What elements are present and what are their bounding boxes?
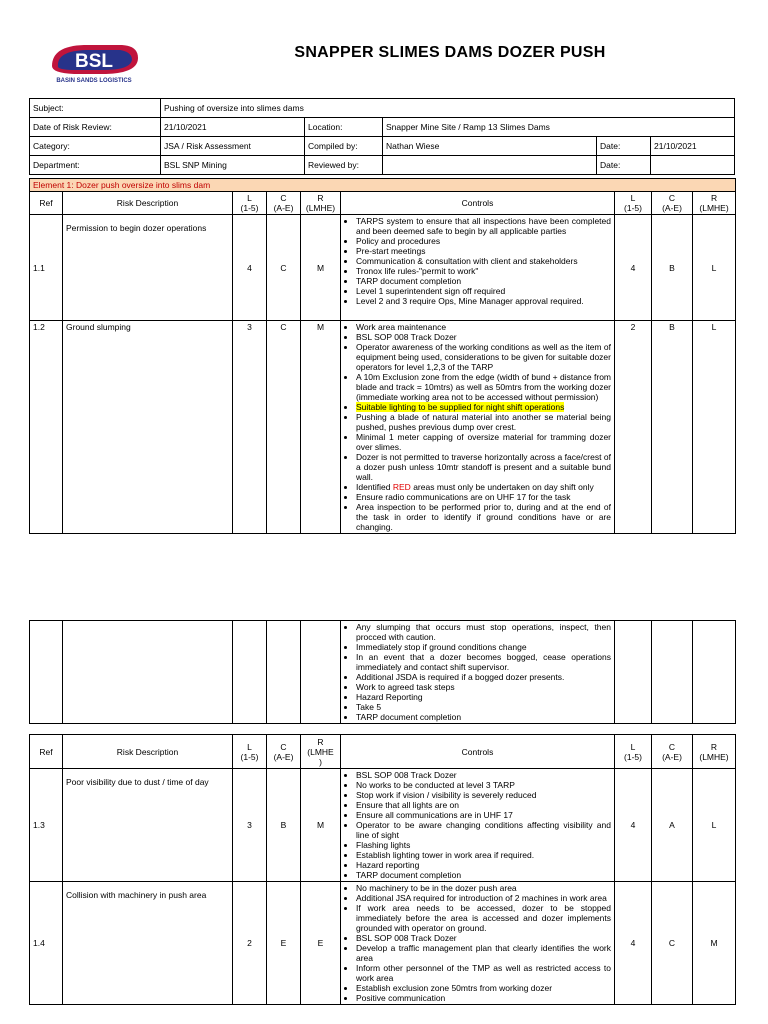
c-cell: B <box>267 769 301 882</box>
risk-header: Risk Description <box>63 735 233 769</box>
subject-value: Pushing of oversize into slimes dams <box>161 99 735 118</box>
c-header: C (A-E) <box>267 735 301 769</box>
control-item: • Communication & consultation with client and stakeholders <box>356 256 611 266</box>
controls-cell <box>341 882 615 1005</box>
meta-row <box>30 99 735 118</box>
r2-header: R (LMHE) <box>693 192 736 215</box>
c2-cell: B <box>652 215 693 321</box>
category-value: JSA / Risk Assessment <box>161 137 305 156</box>
risk-header: Risk Description <box>63 192 233 215</box>
control-item: • BSL SOP 008 Track Dozer <box>356 933 611 943</box>
control-item: • Level 1 superintendent sign off required <box>356 286 611 296</box>
control-item: • TARP document completion <box>356 712 611 722</box>
c2-header: C (A-E) <box>652 192 693 215</box>
date2-value <box>651 156 735 175</box>
l2-header: L (1-5) <box>615 192 652 215</box>
l2-header: L (1-5) <box>615 735 652 769</box>
risk-cell: Collision with machinery in push area <box>63 882 233 1005</box>
control-item: • Take 5 <box>356 702 611 712</box>
control-item: • Work to agreed task steps <box>356 682 611 692</box>
c2-cell: A <box>652 769 693 882</box>
table-row <box>30 215 736 321</box>
control-item: • TARP document completion <box>356 276 611 286</box>
subject-label: Subject: <box>30 99 161 118</box>
risk-cell: Poor visibility due to dust / time of day <box>63 769 233 882</box>
date-review-label: Date of Risk Review: <box>30 118 161 137</box>
control-item: • Pre-start meetings <box>356 246 611 256</box>
l2-cell: 4 <box>615 882 652 1005</box>
control-item: • Ensure that all lights are on <box>356 800 611 810</box>
r2-cell: M <box>693 882 736 1005</box>
meta-row <box>30 118 735 137</box>
control-item: • No machinery to be in the dozer push area <box>356 883 611 893</box>
l-cell: 3 <box>233 769 267 882</box>
logo-tagline: BASIN SANDS LOGISTICS <box>56 78 132 84</box>
date2-label: Date: <box>597 156 651 175</box>
control-item: • Develop a traffic management plan that clearly identifies the work area <box>356 943 611 963</box>
date-label: Date: <box>597 137 651 156</box>
r2-header: R (LMHE) <box>693 735 736 769</box>
control-item: • TARP document completion <box>356 870 611 880</box>
r-header: R (LMHE) <box>301 192 341 215</box>
control-item: • A 10m Exclusion zone from the edge (width of bund + distance from blade and track = 10mtrs) as well as 50mtrs from the working dozer (immediate working area not to be accessed without permission) <box>356 372 611 402</box>
controls-header: Controls <box>341 192 615 215</box>
r2-cell: L <box>693 321 736 534</box>
controls-cell <box>341 769 615 882</box>
control-item: • Ensure all communications are in UHF 17 <box>356 810 611 820</box>
control-item: • Immediately stop if ground conditions change <box>356 642 611 652</box>
meta-table <box>29 98 735 175</box>
department-label: Department: <box>30 156 161 175</box>
control-item: • Establish exclusion zone 50mtrs from working dozer <box>356 983 611 993</box>
bsl-logo <box>44 40 144 85</box>
table-row <box>30 882 736 1005</box>
control-item: • Pushing a blade of natural material into another se material being pushed, pushes previous dump over crest. <box>356 412 611 432</box>
controls-header: Controls <box>341 735 615 769</box>
meta-row <box>30 137 735 156</box>
l-header: L (1-5) <box>233 735 267 769</box>
c-header: C (A-E) <box>267 192 301 215</box>
control-item: • Dozer is not permitted to traverse horizontally across a face/crest of a dozer push unless 10mtr standoff is present and a suitable bund wall. <box>356 452 611 482</box>
element-heading-row <box>30 179 736 192</box>
control-item: • BSL SOP 008 Track Dozer <box>356 770 611 780</box>
r-cell: M <box>301 769 341 882</box>
l-cell: 2 <box>233 882 267 1005</box>
control-item: • Establish lighting tower in work area if required. <box>356 850 611 860</box>
date-value: 21/10/2021 <box>651 137 735 156</box>
risk-table-2 <box>29 734 736 1005</box>
risk-table-1 <box>29 178 736 534</box>
c-cell: C <box>267 215 301 321</box>
control-item: • Minimal 1 meter capping of oversize material for tramming dozer over slimes. <box>356 432 611 452</box>
c2-header: C (A-E) <box>652 735 693 769</box>
document-title: SNAPPER SLIMES DAMS DOZER PUSH <box>294 44 606 61</box>
department-value: BSL SNP Mining <box>161 156 305 175</box>
control-item: • Positive communication <box>356 993 611 1003</box>
control-item: • Ensure radio communications are on UHF 17 for the task <box>356 492 611 502</box>
ref-header: Ref <box>30 192 63 215</box>
control-item: • Hazard reporting <box>356 860 611 870</box>
r2-cell: L <box>693 769 736 882</box>
c-cell: C <box>267 321 301 534</box>
risk-cell: Ground slumping <box>63 321 233 534</box>
table-header-row <box>30 735 736 769</box>
l2-cell: 4 <box>615 215 652 321</box>
ref-cell: 1.3 <box>30 769 63 882</box>
date-review-value: 21/10/2021 <box>161 118 305 137</box>
l-header: L (1-5) <box>233 192 267 215</box>
compiled-label: Compiled by: <box>305 137 383 156</box>
compiled-value: Nathan Wiese <box>383 137 597 156</box>
table-header-row <box>30 192 736 215</box>
l2-cell: 4 <box>615 769 652 882</box>
control-item: • Additional JSA required for introduction of 2 machines in work area <box>356 893 611 903</box>
control-item: • Hazard Reporting <box>356 692 611 702</box>
control-item-red-areas: • Identified RED areas must only be undertaken on day shift only <box>356 482 611 492</box>
control-item: • In an event that a dozer becomes bogged, cease operations immediately and contact shift supervisor. <box>356 652 611 672</box>
control-item: • Tronox life rules-"permit to work" <box>356 266 611 276</box>
table-row <box>30 321 736 534</box>
control-item: • Area inspection to be performed prior to, during and at the end of the task in order to identify if ground conditions have or are changing. <box>356 502 611 532</box>
r-cell: M <box>301 321 341 534</box>
table-row <box>30 621 736 724</box>
control-item: • Additional JSDA is required if a bogged dozer presents. <box>356 672 611 682</box>
control-item: • Level 2 and 3 require Ops, Mine Manager approval required. <box>356 296 611 306</box>
continuation-table <box>29 620 736 724</box>
reviewed-label: Reviewed by: <box>305 156 383 175</box>
reviewed-value <box>383 156 597 175</box>
control-item: • No works to be conducted at level 3 TARP <box>356 780 611 790</box>
control-item-highlighted: • Suitable lighting to be supplied for night shift operations <box>356 402 611 412</box>
control-item: • TARPS system to ensure that all inspections have been completed and been deemed safe to begin by all applicable parties <box>356 216 611 236</box>
c2-cell: B <box>652 321 693 534</box>
control-item: • Any slumping that occurs must stop operations, inspect, then procced with caution. <box>356 622 611 642</box>
c-cell: E <box>267 882 301 1005</box>
l2-cell: 2 <box>615 321 652 534</box>
controls-cell <box>341 215 615 321</box>
control-item: • Operator awareness of the working conditions as well as the item of equipment being used, considerations to be given for suitable dozer operators for level 1,2,3 of the TARP <box>356 342 611 372</box>
l-cell: 3 <box>233 321 267 534</box>
location-value: Snapper Mine Site / Ramp 13 Slimes Dams <box>383 118 735 137</box>
control-item: • Flashing lights <box>356 840 611 850</box>
control-item: • Policy and procedures <box>356 236 611 246</box>
r-cell: M <box>301 215 341 321</box>
risk-cell: Permission to begin dozer operations <box>63 215 233 321</box>
control-item: • Operator to be aware changing conditions affecting visibility and line of sight <box>356 820 611 840</box>
l-cell: 4 <box>233 215 267 321</box>
category-label: Category: <box>30 137 161 156</box>
control-item: • If work area needs to be accessed, dozer to be stopped immediately before the area is accessed and dozer implements grounded with operator on ground. <box>356 903 611 933</box>
control-item: • BSL SOP 008 Track Dozer <box>356 332 611 342</box>
controls-cell <box>341 321 615 534</box>
ref-cell: 1.4 <box>30 882 63 1005</box>
ref-cell: 1.1 <box>30 215 63 321</box>
logo-abbr: BSL <box>75 51 113 72</box>
ref-header: Ref <box>30 735 63 769</box>
meta-row <box>30 156 735 175</box>
control-item: • Work area maintenance <box>356 322 611 332</box>
r-cell: E <box>301 882 341 1005</box>
r2-cell: L <box>693 215 736 321</box>
table-row <box>30 769 736 882</box>
r-header: R (LMHE ) <box>301 735 341 769</box>
control-item: • Inform other personnel of the TMP as well as restricted access to work area <box>356 963 611 983</box>
element-heading: Element 1: Dozer push oversize into slims dam <box>30 179 736 192</box>
control-item: • Stop work if vision / visibility is severely reduced <box>356 790 611 800</box>
ref-cell: 1.2 <box>30 321 63 534</box>
c2-cell: C <box>652 882 693 1005</box>
location-label: Location: <box>305 118 383 137</box>
controls-cell <box>341 621 615 724</box>
